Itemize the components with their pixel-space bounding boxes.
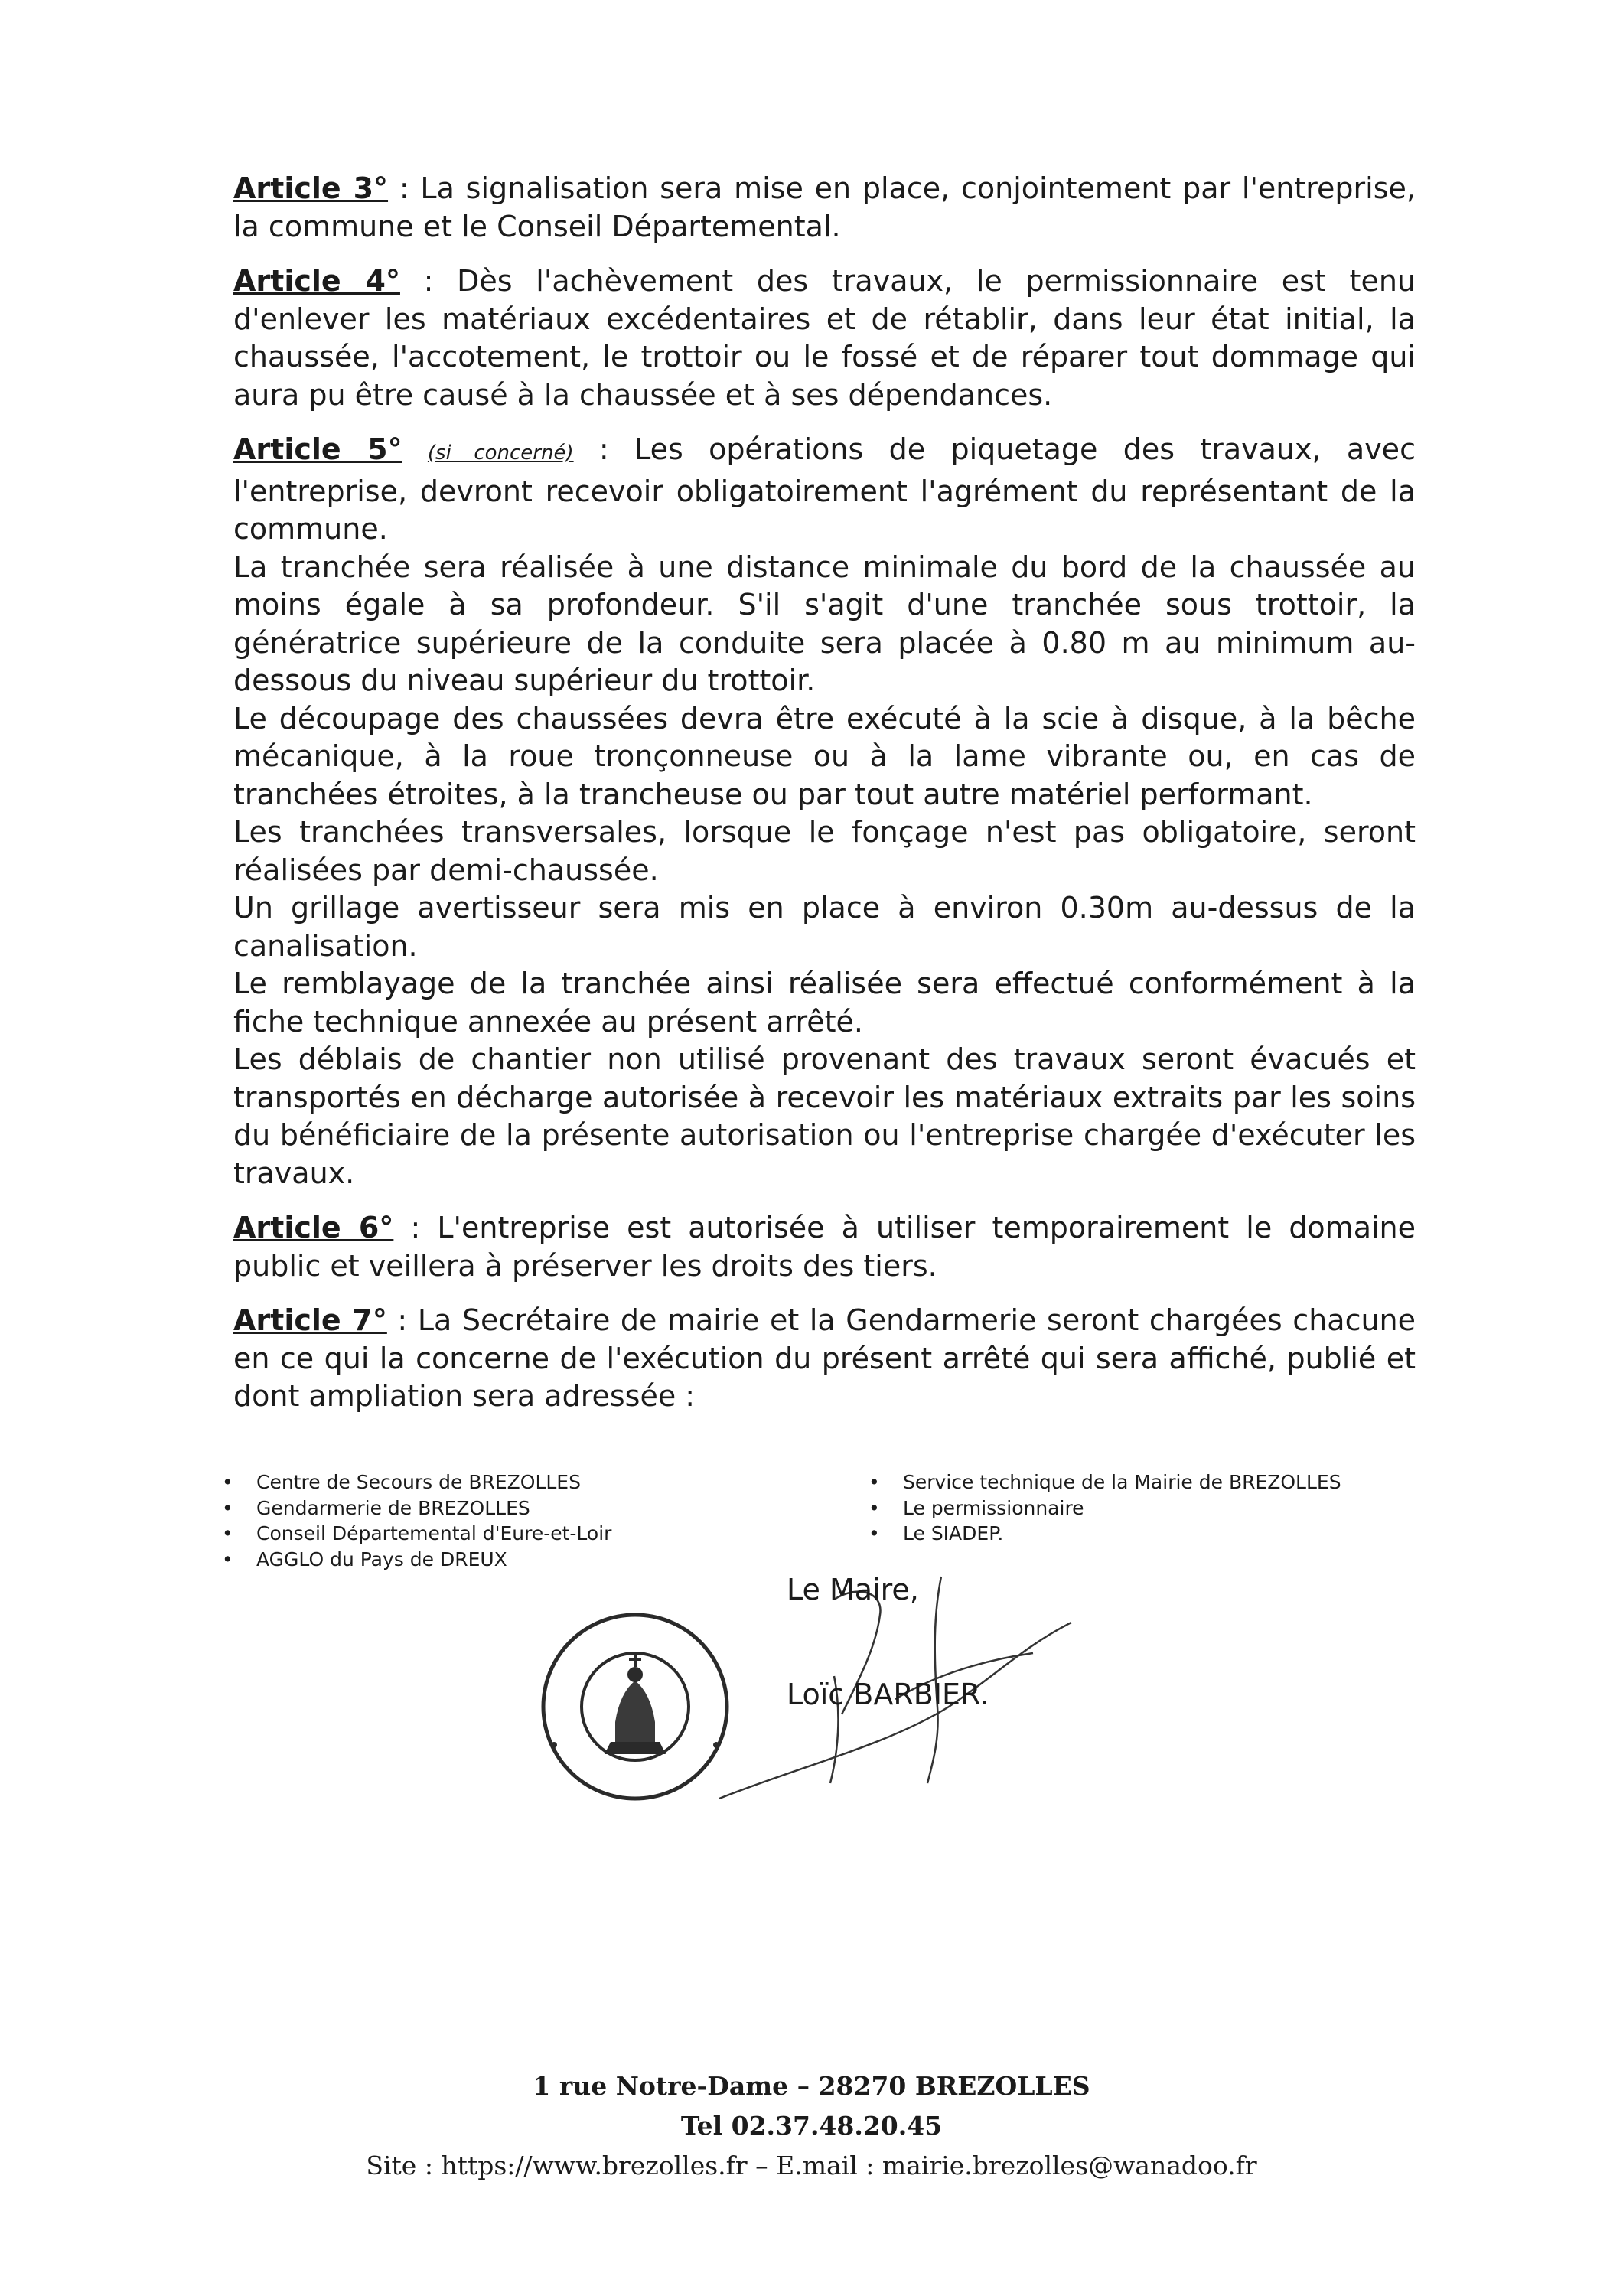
article-text: La signalisation sera mise en place, conjointement par l'entreprise, la commune et le Conseil Départemental. bbox=[233, 171, 1416, 243]
article-heading: Article 6° bbox=[233, 1211, 394, 1244]
footer-phone: Tel 02.37.48.20.45 bbox=[680, 2111, 943, 2141]
list-item: • Le SIADEP. bbox=[869, 1521, 1341, 1547]
article-paragraph: Un grillage avertisseur sera mis en place à environ 0.30m au-dessus de la canalisation. bbox=[233, 891, 1416, 963]
list-item: • AGGLO du Pays de DREUX bbox=[222, 1547, 611, 1573]
mayor-name: Loïc BARBIER. bbox=[787, 1678, 989, 1711]
list-item: • Service technique de la Mairie de BREZOLLES bbox=[869, 1469, 1341, 1495]
article-paragraph: Article 7° : La Secrétaire de mairie et la Gendarmerie seront chargées chacune en ce qui la concerne de l'exécution du présent arrêté qui sera affiché, publié et dont ampliation sera adressée : bbox=[233, 1303, 1416, 1413]
distribution-list-right bbox=[869, 1469, 1341, 1547]
list-item: • Centre de Secours de BREZOLLES bbox=[222, 1469, 611, 1495]
article-heading: Article 3° bbox=[233, 171, 389, 205]
list-item: • Conseil Départemental d'Eure-et-Loir bbox=[222, 1521, 611, 1547]
article-heading: Article 5° bbox=[233, 432, 402, 466]
article-paragraph: Les déblais de chantier non utilisé provenant des travaux seront évacués et transportés en décharge autorisée à recevoir les matériaux extraits par les soins du bénéficiaire de la présente autorisation ou l'entreprise chargée d'exécuter les travaux. bbox=[233, 1042, 1416, 1190]
article-heading: Article 4° bbox=[233, 264, 400, 298]
footer-address: 1 rue Notre-Dame – 28270 BREZOLLES bbox=[533, 2071, 1090, 2101]
article-paragraph: Le remblayage de la tranchée ainsi réalisée sera effectué conformément à la fiche technique annexée au présent arrêté. bbox=[233, 967, 1416, 1039]
mayor-title: Le Maire, bbox=[787, 1573, 919, 1606]
article-paragraph: Les tranchées transversales, lorsque le fonçage n'est pas obligatoire, seront réalisées par demi-chaussée. bbox=[233, 815, 1416, 887]
article-4 bbox=[233, 263, 1416, 414]
article-paragraph: Article 4° : Dès l'achèvement des travaux, le permissionnaire est tenu d'enlever les matériaux excédentaires et de rétablir, dans leur état initial, la chaussée, l'accotement, le trottoir ou le fossé et de réparer tout dommage qui aura pu être causé à la chaussée et à ses dépendances. bbox=[233, 264, 1416, 412]
article-text: La Secrétaire de mairie et la Gendarmerie seront chargées chacune en ce qui la concerne de l'exécution du présent arrêté qui sera affiché, publié et dont ampliation sera adressée : bbox=[233, 1303, 1416, 1413]
list-item: • Le permissionnaire bbox=[869, 1495, 1341, 1521]
article-paragraph: Article 3° : La signalisation sera mise en place, conjointement par l'entreprise, la commune et le Conseil Départemental. bbox=[233, 171, 1416, 243]
page-footer bbox=[0, 2066, 1623, 2186]
document-body bbox=[233, 170, 1416, 1433]
article-text: Les opérations de piquetage des travaux, avec l'entreprise, devront recevoir obligatoirement l'agrément du représentant de la commune. bbox=[233, 432, 1416, 546]
article-note: (si concerné) bbox=[427, 442, 574, 465]
article-text: Dès l'achèvement des travaux, le permissionnaire est tenu d'enlever les matériaux excédentaires et de rétablir, dans leur état initial, la chaussée, l'accotement, le trottoir ou le fossé et de réparer tout dommage qui aura pu être causé à la chaussée et à ses dépendances. bbox=[233, 264, 1416, 412]
list-item: • Gendarmerie de BREZOLLES bbox=[222, 1495, 611, 1521]
article-5 bbox=[233, 431, 1416, 1192]
article-paragraph: Le découpage des chaussées devra être exécuté à la scie à disque, à la bêche mécanique, à la roue tronçonneuse ou à la lame vibrante ou, en cas de tranchées étroites, à la trancheuse ou par tout autre matériel performant. bbox=[233, 701, 1416, 811]
footer-contact: Site : https://www.brezolles.fr – E.mail : mairie.brezolles@wanadoo.fr bbox=[366, 2151, 1257, 2180]
article-3 bbox=[233, 170, 1416, 246]
article-6 bbox=[233, 1209, 1416, 1285]
article-heading: Article 7° bbox=[233, 1303, 387, 1337]
article-paragraph: La tranchée sera réalisée à une distance minimale du bord de la chaussée au moins égale à sa profondeur. S'il s'agit d'une tranchée sous trottoir, la génératrice supérieure de la conduite sera placée à 0.80 m au minimum au-dessous du niveau supérieur du trottoir. bbox=[233, 550, 1416, 697]
article-text: L'entreprise est autorisée à utiliser temporairement le domaine public et veillera à préserver les droits des tiers. bbox=[233, 1211, 1416, 1283]
article-paragraph: Article 5° (si concerné) : Les opérations de piquetage des travaux, avec l'entreprise, devront recevoir obligatoirement l'agrément du représentant de la commune. bbox=[233, 432, 1416, 546]
distribution-list-left bbox=[222, 1469, 611, 1572]
article-paragraph: Article 6° : L'entreprise est autorisée à utiliser temporairement le domaine public et veillera à préserver les droits des tiers. bbox=[233, 1211, 1416, 1283]
article-7 bbox=[233, 1302, 1416, 1416]
